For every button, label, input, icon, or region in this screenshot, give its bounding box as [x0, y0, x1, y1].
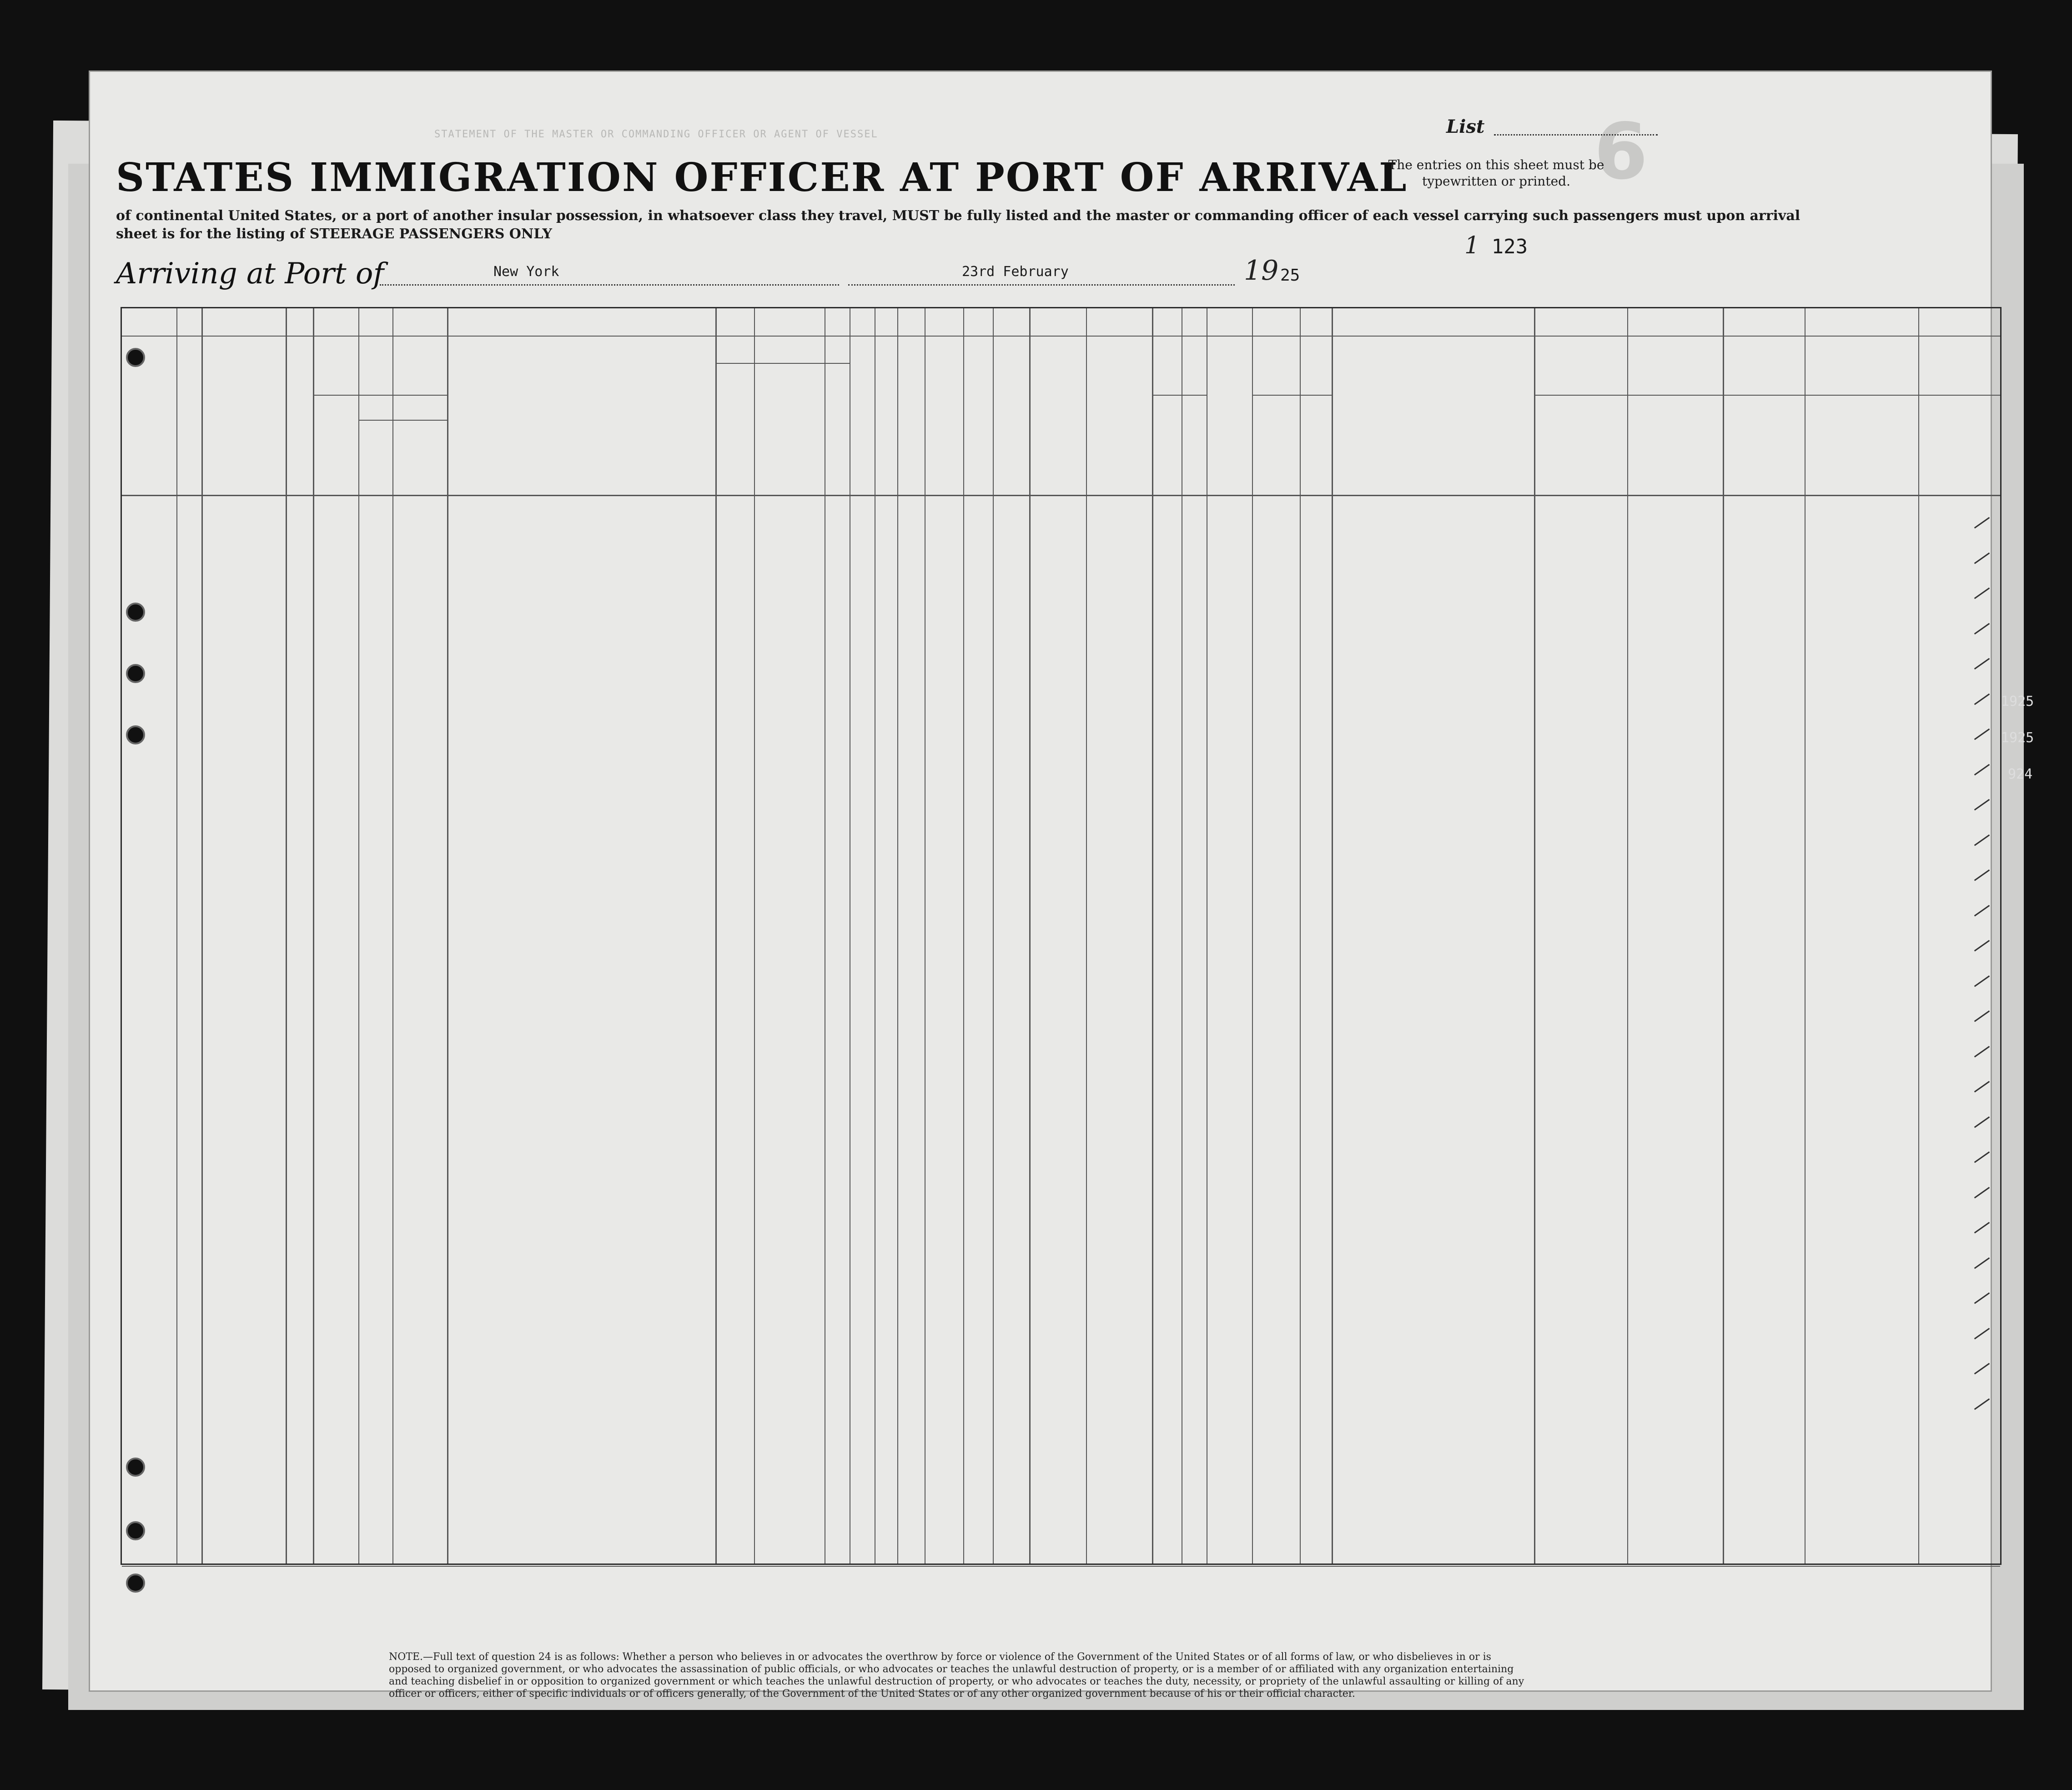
visa-check-mark	[1974, 1398, 1990, 1409]
list-number	[1464, 232, 1528, 259]
visa-check-mark	[1974, 1046, 1990, 1057]
visa-check-mark	[1974, 1222, 1990, 1233]
column-rule	[286, 308, 287, 1564]
instructions-line-1: of continental United States, or a port of another insular possession, in whatsoever class they travel, MUST be fully listed and the master or commanding officer of each vessel carrying such passengers must upon arrival	[116, 208, 1800, 224]
header-subrule	[358, 420, 447, 421]
visa-check-mark	[1974, 1327, 1990, 1339]
visa-check-mark	[1974, 1363, 1990, 1374]
instructions	[116, 207, 1800, 243]
visa-check-mark	[1974, 623, 1990, 634]
visa-check-mark	[1974, 1011, 1990, 1022]
list-number-prefix: 1	[1464, 232, 1480, 259]
column-rule	[754, 308, 755, 1564]
visa-check-mark	[1974, 1257, 1990, 1268]
visa-check-mark	[1974, 1116, 1990, 1127]
visa-check-mark	[1974, 693, 1990, 704]
header-subrule	[313, 395, 447, 396]
visa-check-mark	[1974, 1081, 1990, 1092]
column-rule	[993, 308, 994, 1564]
header-purpose-length	[777, 367, 800, 486]
column-rule	[1086, 308, 1087, 1564]
port-line	[380, 284, 839, 286]
header-subrule	[1534, 395, 1723, 396]
faint-heading: STATEMENT OF THE MASTER OR COMMANDING OFFICER OR AGENT OF VESSEL	[434, 129, 878, 140]
column-rule	[963, 308, 964, 1564]
column-rule	[313, 308, 314, 1564]
header-subrule	[1252, 395, 1332, 396]
visa-check-mark	[1974, 517, 1990, 528]
header-anarchist	[904, 367, 917, 481]
column-rule	[1723, 308, 1724, 1564]
list-number-value: 123	[1491, 235, 1528, 258]
column-rule	[1534, 308, 1535, 1564]
passenger-table	[121, 307, 2002, 1565]
page-title: STATES IMMIGRATION OFFICER AT PORT OF ARRIVAL	[116, 155, 1408, 201]
header-polygamist	[880, 367, 894, 481]
year-suffix: 25	[1280, 266, 1300, 285]
margin-year: 924	[2008, 766, 2033, 782]
visa-check-mark	[1974, 834, 1990, 845]
header-excluded	[997, 358, 1025, 486]
header-overthrow	[928, 358, 960, 486]
column-rule	[1332, 308, 1333, 1564]
margin-year: 1925	[2001, 694, 2034, 709]
table-bottom-rule	[122, 1566, 2000, 1567]
header-rule	[122, 336, 2000, 337]
column-rule	[392, 308, 393, 1564]
column-rule	[1152, 308, 1153, 1564]
header-rule	[122, 495, 2000, 496]
visa-check-mark	[1974, 1187, 1990, 1198]
visa-check-mark	[1974, 729, 1990, 740]
list-line	[1494, 134, 1658, 136]
manifest-sheet	[89, 70, 1992, 1699]
header-purpose-citizen	[827, 367, 849, 486]
instructions-line-2: sheet is for the listing of STEERAGE PASSENGERS ONLY	[116, 226, 552, 242]
column-rule	[1300, 308, 1301, 1564]
header-subrule	[1152, 395, 1207, 396]
punch-hole	[126, 1574, 145, 1593]
header-subrule	[1723, 395, 2000, 396]
visa-check-mark	[1974, 975, 1990, 986]
visa-check-mark	[1974, 552, 1990, 563]
visa-check-mark	[1974, 940, 1990, 951]
column-rule	[1029, 308, 1031, 1564]
date-value: 23rd February	[962, 264, 1069, 280]
header-money	[288, 354, 311, 468]
column-rule	[715, 308, 717, 1564]
typewritten-note: The entries on this sheet must be typewritten or printed.	[1388, 157, 1604, 189]
header-subrule	[715, 363, 850, 364]
footnote: NOTE.—Full text of question 24 is as follows: Whether a person who believes in or advocates the overthrow by force or violence of the Government of the United States or of all forms of law, or who disbelieves in or is opposed to organized government, or who advocates the assassination of public officials, or who advocates or teaches the unlawful destruction of property, or is a member of or affiliated with any organization entertaining and teaching disbelief in or opposition to organized government or which teaches the unlawful destruction of property, or who advocates or teaches the duty, necessity, or propriety of the unlawful assaulting or killing of any officer or officers, either of specific individuals or of officers generally, of the Government of the United States or of any other organized government because of his or their official character.	[389, 1651, 1524, 1699]
column-rule	[358, 308, 359, 1564]
column-rule	[897, 308, 898, 1564]
list-label: List	[1446, 116, 1485, 137]
visa-check-mark	[1974, 799, 1990, 810]
visa-check-mark	[1974, 905, 1990, 916]
column-rule	[1627, 308, 1628, 1564]
header-feet	[1161, 445, 1175, 481]
arriving-label: Arriving at Port of	[116, 257, 384, 291]
port-value: New York	[493, 264, 559, 280]
visa-check-mark	[1974, 1292, 1990, 1304]
visa-check-mark	[1974, 588, 1990, 599]
visa-check-mark	[1974, 764, 1990, 775]
year-prefix: 19	[1244, 255, 1279, 287]
header-purpose-return	[724, 367, 747, 486]
column-rule	[176, 308, 177, 1564]
column-rule	[201, 308, 203, 1564]
column-rule	[447, 308, 448, 1564]
date-line	[848, 284, 1235, 286]
header-prison	[851, 358, 873, 486]
sheet-number: 6	[1594, 107, 1648, 197]
margin-year: 1925	[2001, 730, 2034, 746]
header-deported	[967, 358, 990, 486]
header-inches	[1188, 436, 1202, 481]
visa-check-mark	[1974, 870, 1990, 881]
column-rule	[1918, 308, 1919, 1564]
visa-check-mark	[1974, 1151, 1990, 1163]
visa-check-mark	[1974, 658, 1990, 669]
column-rule	[1252, 308, 1253, 1564]
header-ticket	[180, 354, 200, 468]
